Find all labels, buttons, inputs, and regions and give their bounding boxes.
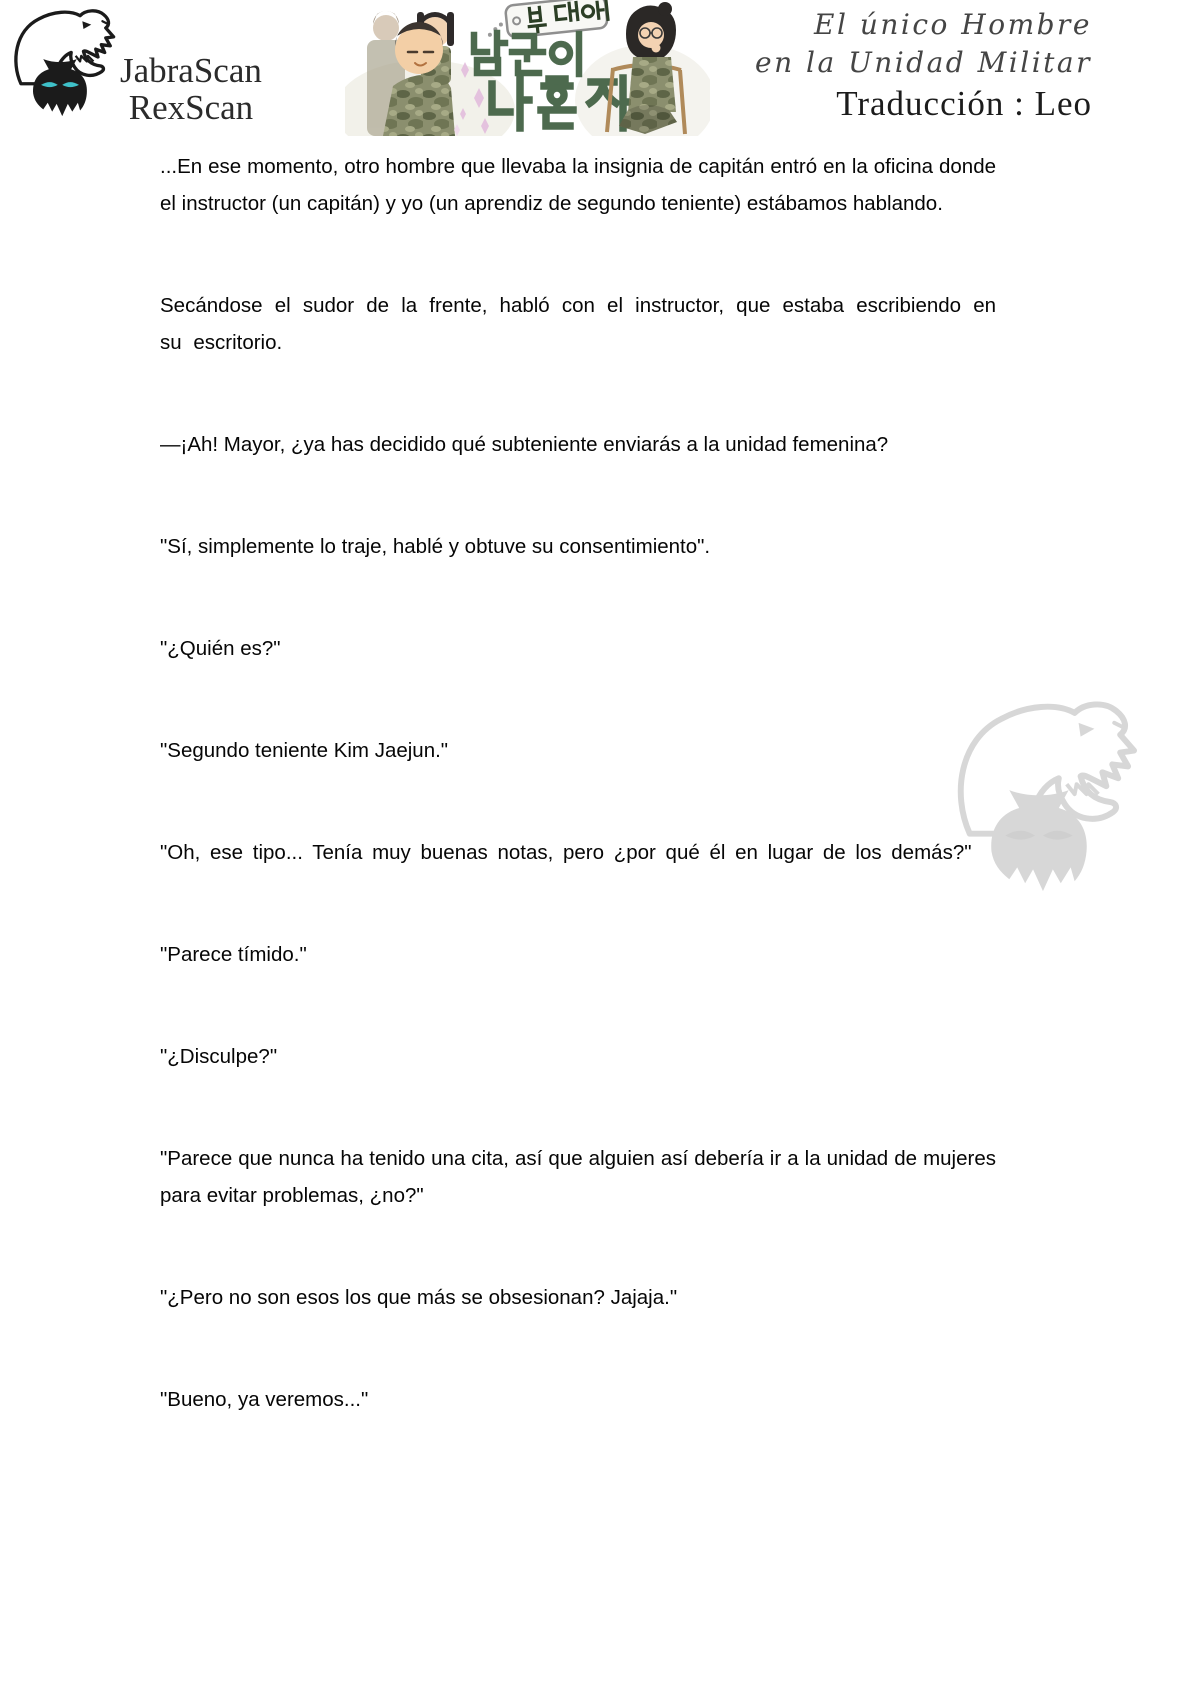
trex-demon-logo-icon [4, 0, 116, 134]
paragraph-dialogue-7: "¿Disculpe?" [160, 1045, 278, 1068]
paragraph-dialogue-1: —¡Ah! Mayor, ¿ya has decidido qué subteniente enviarás a la unidad femenina? [160, 433, 889, 456]
series-title-line2: en la Unidad Militar [755, 45, 1092, 79]
paragraph-dialogue-6: "Parece tímido." [160, 943, 307, 966]
translator-credit: Traducción : Leo [836, 83, 1092, 123]
scan-group-name [120, 52, 262, 126]
paragraph-narration-2: Secándose el sudor de la frente, habló con el instructor, que estaba escribiendo en su escritorio. [160, 294, 996, 354]
scan-group-name-line1: JabraScan [120, 51, 262, 90]
page-header [0, 0, 1190, 140]
jabrascan-logo [4, 0, 262, 134]
paragraph-dialogue-9: "¿Pero no son esos los que más se obsesionan? Jajaja." [160, 1286, 678, 1309]
paragraph-dialogue-8: "Parece que nunca ha tenido una cita, así que alguien así debería ir a la unidad de mujeres para evitar problemas, ¿no?" [160, 1147, 996, 1207]
paragraph-dialogue-10: "Bueno, ya veremos..." [160, 1388, 369, 1411]
paragraph-dialogue-3: "¿Quién es?" [160, 637, 281, 660]
paragraph-dialogue-5: "Oh, ese tipo... Tenía muy buenas notas, pero ¿por qué él en lugar de los demás?" [160, 841, 972, 864]
scan-group-name-line2: RexScan [128, 88, 254, 128]
cover-image [345, 0, 710, 136]
paragraph-dialogue-4: "Segundo teniente Kim Jaejun." [160, 739, 449, 762]
series-title-block [755, 6, 1092, 124]
series-title-line1: El único Hombre [814, 8, 1092, 41]
cover-art-illustration [345, 0, 710, 136]
paragraph-dialogue-2: "Sí, simplemente lo traje, hablé y obtuve su consentimiento". [160, 535, 711, 558]
paragraph-narration-1: ...En ese momento, otro hombre que llevaba la insignia de capitán entró en la oficina donde el instructor (un capitán) y yo (un aprendiz de segundo teniente) estábamos hablando. [160, 155, 996, 215]
story-text [160, 148, 996, 1483]
